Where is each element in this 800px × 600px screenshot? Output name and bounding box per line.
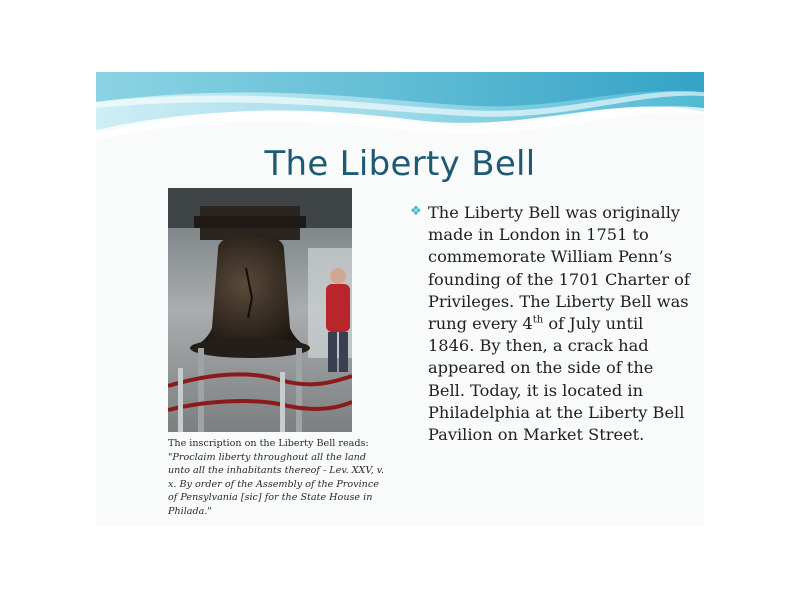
slide-body-text: [428, 202, 690, 446]
body-text-part-2: of July until 1846. By then, a crack had appeared on the side of the Bell. Today, it is located in Philadelphia at the Liberty Bell Pavilion on Market Street.: [428, 314, 685, 445]
ordinal-suffix: th: [532, 314, 544, 326]
slide-title: The Liberty Bell: [264, 144, 536, 184]
caption-quote: "Proclaim liberty throughout all the land unto all the inhabitants thereof - Lev. XXV, v. x. By order of the Assembly of the Province of Pensylvania [sic] for the State House in Philada.": [168, 451, 385, 517]
caption-lead: The inscription on the Liberty Bell reads:: [168, 438, 369, 449]
bullet-icon: ❖: [410, 204, 422, 219]
body-text-part-1: The Liberty Bell was originally made in London in 1751 to commemorate William Penn’s founding of the 1701 Charter of Privileges. The Liberty Bell was rung every 4: [428, 203, 690, 334]
photo-caption: [168, 437, 388, 519]
liberty-bell-photo: [168, 188, 352, 432]
